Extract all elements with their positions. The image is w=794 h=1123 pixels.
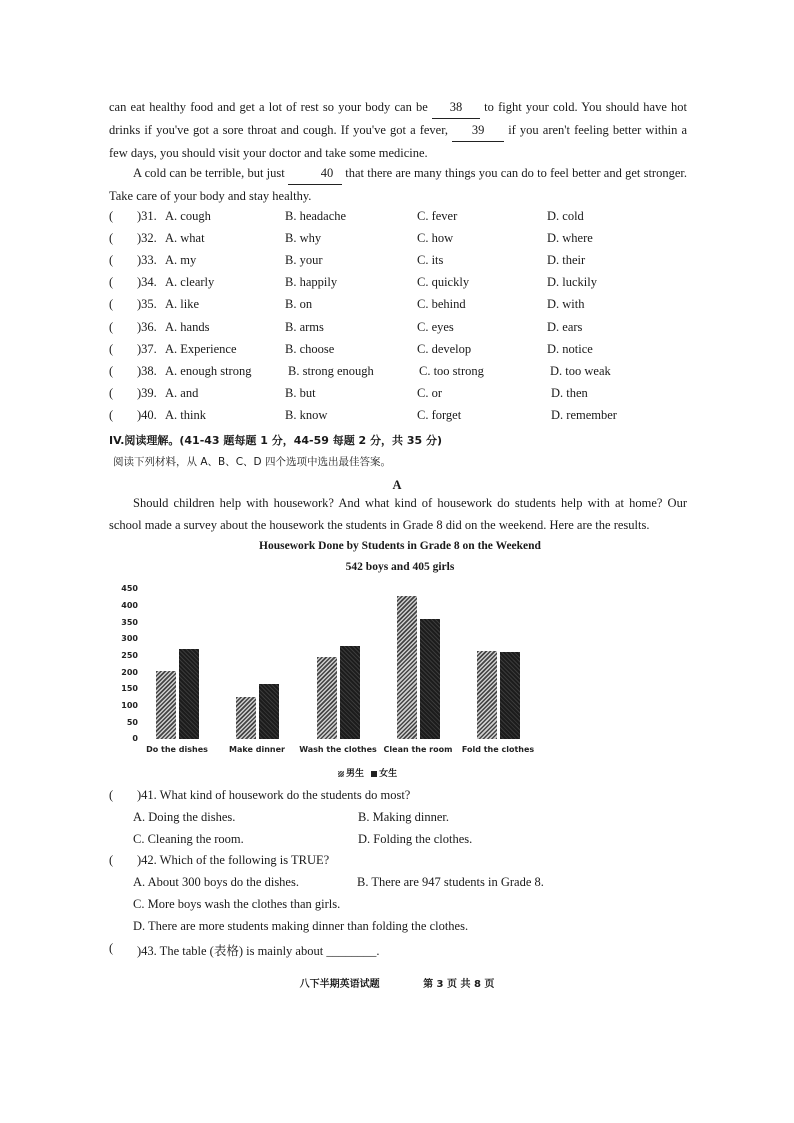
option-c: C. or [417,386,442,400]
option-d: D. where [547,231,593,245]
bar-boys [477,651,497,739]
option-a: A. hands [165,320,210,334]
option-d: D. cold [547,209,584,223]
question-row-31: ( )31. A. cough B. headache C. fever D. cold [109,209,584,223]
option-d: D. luckily [547,275,597,289]
option-a: A. enough strong [165,364,252,378]
answer-paren[interactable]: ( [109,853,114,867]
y-tick: 200 [121,668,138,677]
section-instruction: 阅读下列材料，从 A、B、C、D 四个选项中选出最佳答案。 [113,456,391,468]
y-tick: 150 [121,684,138,693]
question-42: ( )42. Which of the following is TRUE? [109,853,330,867]
q41-option-b: B. Making dinner. [358,810,449,824]
option-a: A. like [165,297,200,311]
option-c: C. too strong [419,364,484,378]
answer-paren[interactable]: ( [109,231,114,245]
answer-paren[interactable]: ( [109,253,114,267]
x-label: Make dinner [229,745,285,754]
exam-title: 八下半期英语试题 [299,979,380,990]
bar-girls [340,646,360,739]
passage-label: A [392,478,402,492]
option-b: B. know [285,408,328,422]
option-b: B. arms [285,320,324,334]
bar-girls [179,649,199,739]
option-c: C. eyes [417,320,454,334]
question-row-33: ( )33. A. my B. your C. its D. their [109,253,586,267]
y-tick: 0 [132,734,138,743]
q42-option-c: C. More boys wash the clothes than girls. [133,897,341,911]
option-c: C. forget [417,408,462,422]
passage-intro: Should children help with housework? And what kind of housework do students help with at home? Our school made a survey about the housework the students in Grade 8 did on the weekend. Here are the results. [109,496,687,532]
option-a: A. cough [165,209,211,223]
option-a: A. my [165,253,197,267]
question-43: ( )43. The table (表格) is mainly about ________. [109,941,380,958]
x-label: Clean the room [383,745,453,754]
option-b: B. but [285,386,316,400]
section-heading: IV.阅读理解。(41-43 题每题 1 分，44-59 每题 2 分，共 35 分) [109,434,443,447]
option-d: D. ears [547,320,583,334]
legend-swatch-girls [371,771,377,777]
q42-option-a: A. About 300 boys do the dishes. [133,875,299,889]
y-tick: 450 [121,584,138,593]
bar-chart [108,580,548,780]
bar-boys [317,657,337,739]
option-b: B. choose [285,342,335,356]
q41-option-c: C. Cleaning the room. [133,832,244,846]
option-c: C. develop [417,342,472,356]
question-41: ( )41. What kind of housework do the students do most? [109,788,411,802]
option-b: B. strong enough [288,364,374,378]
bar-boys [236,697,256,739]
x-label: Do the dishes [146,745,208,754]
y-tick: 250 [121,651,138,660]
option-b: B. your [285,253,323,267]
question-row-40: ( )40. A. think B. know C. forget D. remember [109,408,617,422]
blank-38: 38 [432,96,480,119]
option-d: D. then [551,386,588,400]
page-footer [0,975,794,990]
option-c: C. its [417,253,444,267]
x-label: Fold the clothes [461,745,535,754]
option-d: D. notice [547,342,593,356]
chart-title: Housework Done by Students in Grade 8 on the Weekend [259,540,541,552]
option-a: A. Experience [165,342,237,356]
y-tick: 400 [121,601,138,610]
q41-option-a: A. Doing the dishes. [133,810,236,824]
q42-option-d: D. There are more students making dinner than folding the clothes. [133,919,469,933]
passage-paragraph-1: can eat healthy food and get a lot of rest so your body can be 38 to fight your cold. You should have hot drinks if you've got a sore throat and cough. If you've got a fever, 39 if you aren't feeling better within a few days, you should visit your doctor and take some medicine. [109,96,687,164]
answer-paren[interactable]: ( [109,209,114,223]
legend-swatch-boys [338,771,344,777]
y-tick: 350 [121,618,138,627]
q41-option-d: D. Folding the clothes. [358,832,473,846]
bar-boys [397,596,417,739]
bar-girls [420,619,440,739]
page-number: 第 3 页 共 8 页 [423,979,495,990]
answer-paren[interactable]: ( [109,320,114,334]
chart-subtitle: 542 boys and 405 girls [345,561,455,573]
question-row-39: ( )39. A. and B. but C. or D. then [109,386,588,400]
answer-paren[interactable]: ( [109,364,114,378]
bar-boys [156,671,176,739]
option-b: B. on [285,297,313,311]
chart-legend: 男生 女生 [338,766,397,779]
q42-option-b: B. There are 947 students in Grade 8. [357,875,544,889]
question-row-32: ( )32. A. what B. why C. how D. where [109,231,593,245]
answer-paren[interactable]: ( [109,342,114,356]
option-d: D. with [547,297,585,311]
blank-40: 40 [288,162,342,185]
option-d: D. their [547,253,586,267]
option-c: C. how [417,231,454,245]
answer-paren[interactable]: ( [109,941,114,955]
answer-paren[interactable]: ( [109,386,114,400]
option-c: C. quickly [417,275,470,289]
answer-paren[interactable]: ( [109,275,114,289]
option-a: A. and [165,386,199,400]
passage-paragraph-2: A cold can be terrible, but just 40 that there are many things you can do to feel better and get stronger. Take care of your body and stay healthy. [109,162,687,207]
option-c: C. behind [417,297,466,311]
answer-paren[interactable]: ( [109,408,114,422]
question-row-34: ( )34. A. clearly B. happily C. quickly D. luckily [109,275,597,289]
x-label: Wash the clothes [299,745,377,754]
option-c: C. fever [417,209,458,223]
option-d: D. remember [551,408,617,422]
question-row-36: ( )36. A. hands B. arms C. eyes D. ears [109,320,583,334]
answer-paren[interactable]: ( [109,297,114,311]
option-a: A. clearly [165,275,215,289]
blank-39: 39 [452,119,504,142]
y-tick: 100 [121,701,138,710]
option-a: A. what [165,231,205,245]
question-row-38: ( )38. A. enough strong B. strong enough C. too strong D. too weak [109,364,611,378]
y-tick: 300 [121,634,138,643]
y-tick: 50 [126,718,138,727]
bar-girls [500,652,520,739]
answer-paren[interactable]: ( [109,788,114,802]
option-a: A. think [165,408,206,422]
question-row-37: ( )37. A. Experience B. choose C. develop D. notice [109,342,593,356]
question-row-35: ( )35. A. like B. on C. behind D. with [109,297,585,311]
option-b: B. headache [285,209,347,223]
bar-girls [259,684,279,739]
option-d: D. too weak [550,364,611,378]
option-b: B. why [285,231,322,245]
option-b: B. happily [285,275,338,289]
